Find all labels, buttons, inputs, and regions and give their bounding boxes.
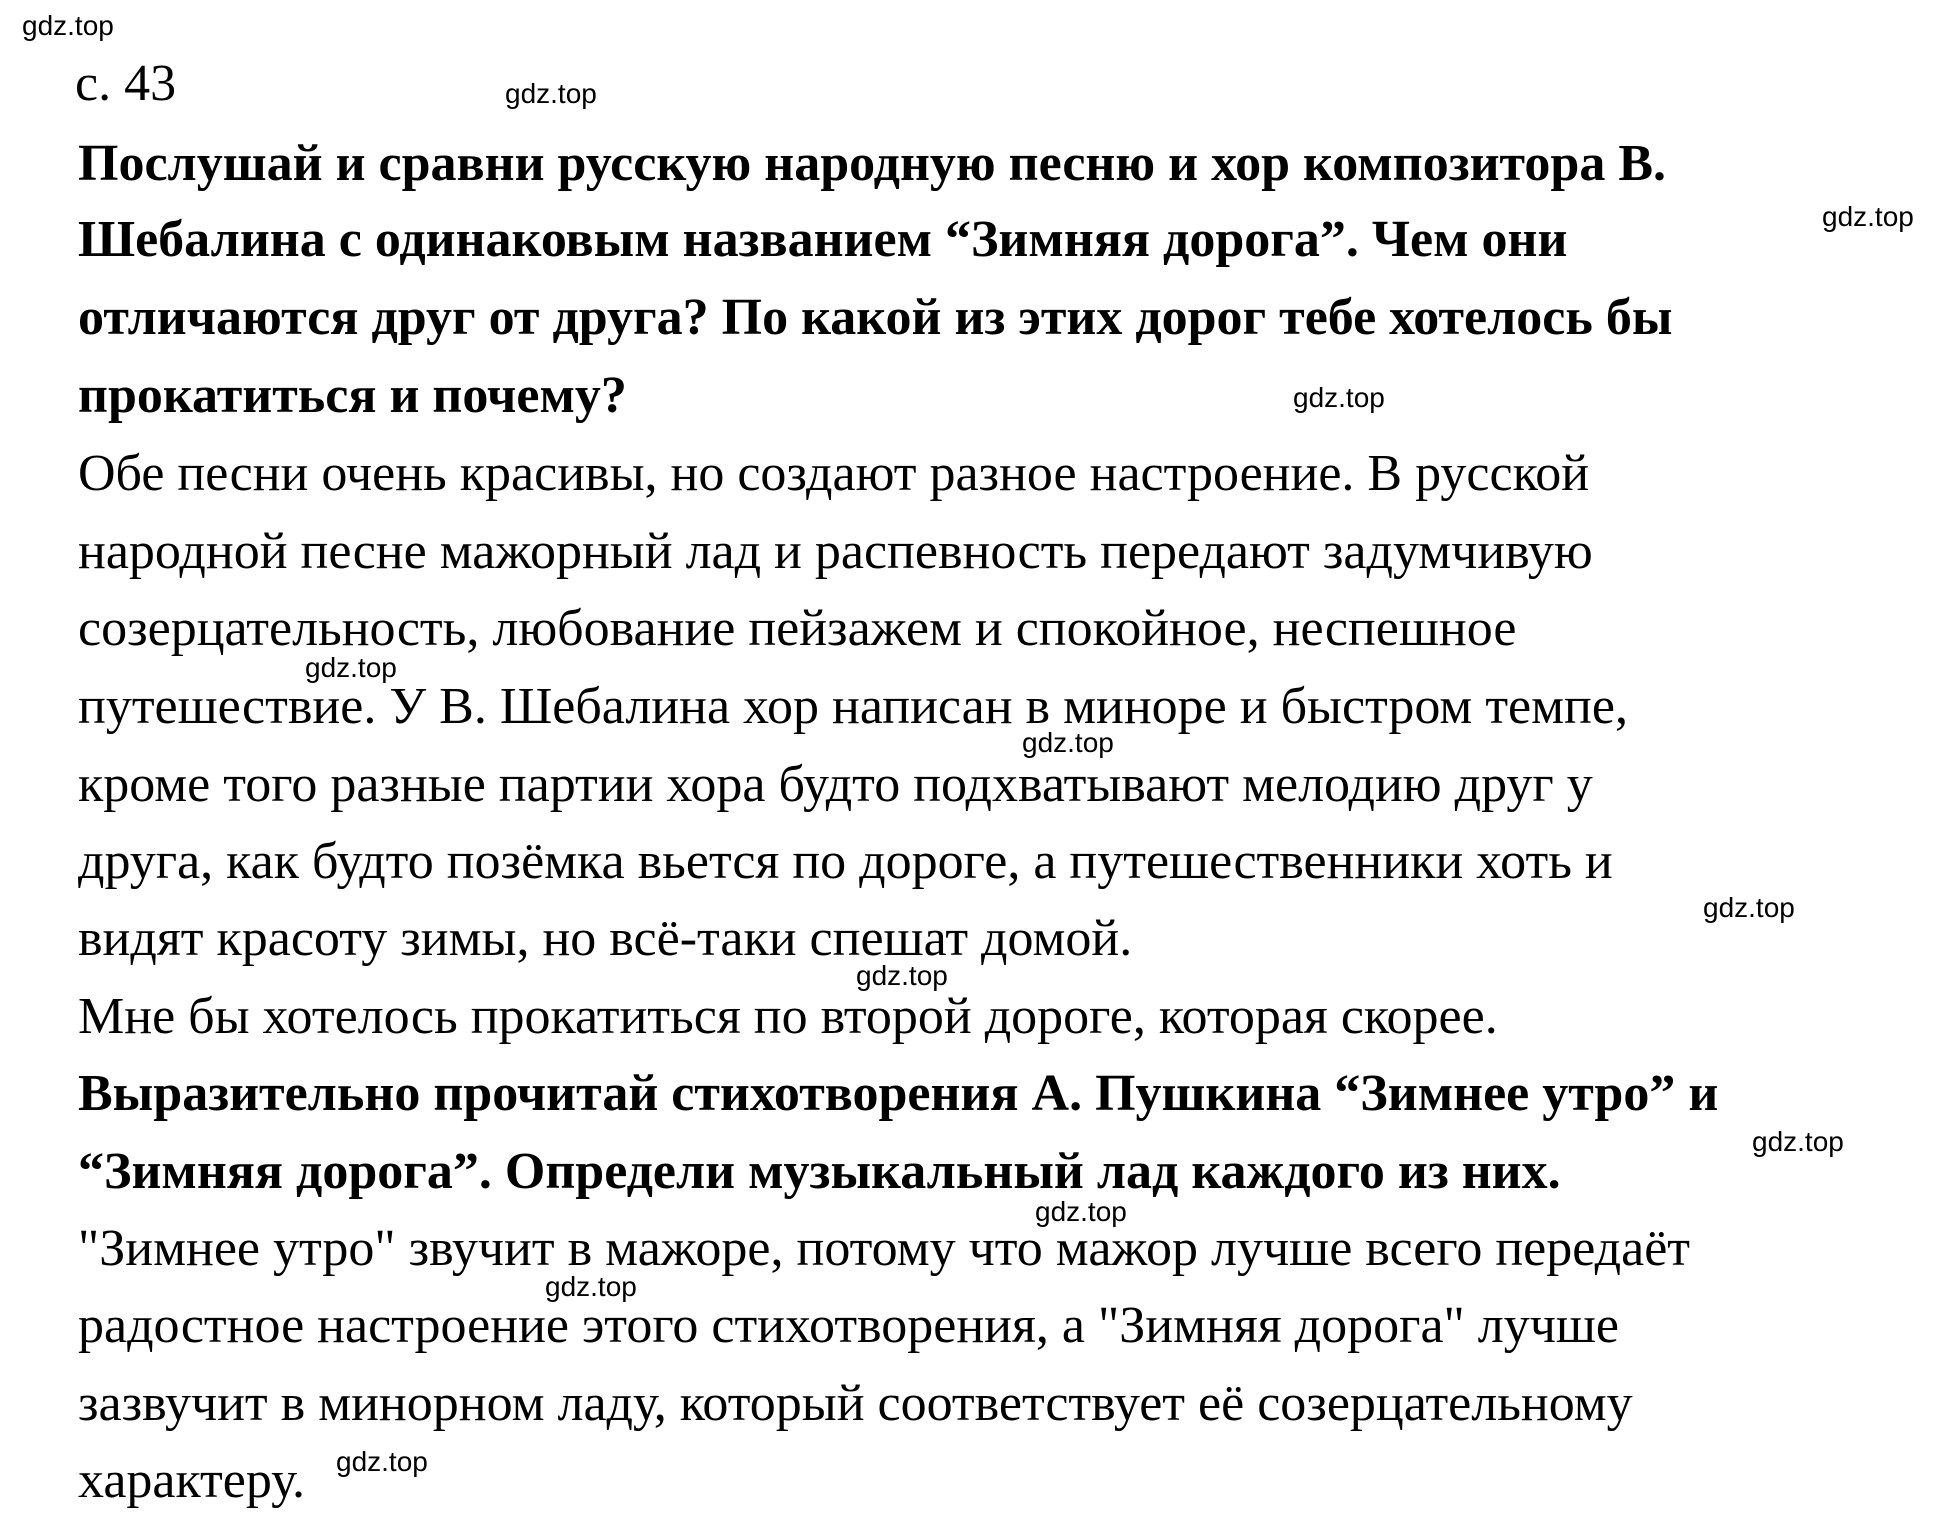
answer-1-line-5: кроме того разные партии хора будто подхватывают мелодию друг у [78, 756, 1593, 813]
answer-2-line-1: "Зимнее утро" звучит в мажоре, потому что мажор лучше всего передаёт [78, 1220, 1690, 1277]
answer-2-line-3: зазвучит в минорном ладу, который соответствует её созерцательному [78, 1375, 1633, 1432]
question-1-line-3: отличаются друг от друга? По какой из этих дорог тебе хотелось бы [78, 289, 1673, 346]
answer-1-line-3: созерцательность, любование пейзажем и спокойное, неспешное [78, 600, 1517, 657]
watermark-text: gdz.top [22, 10, 114, 41]
watermark-text: gdz.top [1703, 892, 1795, 923]
question-1-line-1: Послушай и сравни русскую народную песню и хор композитора В. [78, 135, 1667, 192]
question-1-line-4: прокатиться и почему? [78, 367, 627, 424]
watermark-text: gdz.top [1752, 1126, 1844, 1157]
watermark-text: gdz.top [505, 78, 597, 109]
page-number: с. 43 [75, 55, 177, 112]
answer-1-line-4: путешествие. У В. Шебалина хор написан в миноре и быстром темпе, [78, 678, 1628, 735]
watermark-text: gdz.top [856, 960, 948, 991]
question-1-line-2: Шебалина с одинаковым названием “Зимняя дорога”. Чем они [78, 211, 1568, 268]
watermark-text: gdz.top [1022, 727, 1114, 758]
watermark-text: gdz.top [305, 652, 397, 683]
answer-1-line-2: народной песне мажорный лад и распевность передают задумчивую [78, 523, 1593, 580]
answer-1-line-6: друга, как будто позёмка вьется по дороге, а путешественники хоть и [78, 833, 1613, 890]
answer-2-line-2: радостное настроение этого стихотворения, а "Зимняя дорога" лучше [78, 1297, 1619, 1354]
question-2-line-1: Выразительно прочитай стихотворения А. Пушкина “Зимнее утро” и [78, 1065, 1719, 1122]
watermark-text: gdz.top [1822, 201, 1914, 232]
watermark-text: gdz.top [545, 1271, 637, 1302]
watermark-text: gdz.top [336, 1446, 428, 1477]
answer-1-line-1: Обе песни очень красивы, но создают разное настроение. В русской [78, 445, 1590, 502]
question-2-line-2: “Зимняя дорога”. Определи музыкальный лад каждого из них. [78, 1143, 1561, 1200]
answer-1-line-8: Мне бы хотелось прокатиться по второй дороге, которая скорее. [78, 988, 1498, 1045]
watermark-text: gdz.top [1293, 382, 1385, 413]
answer-1-line-7: видят красоту зимы, но всё-таки спешат домой. [78, 910, 1133, 967]
watermark-text: gdz.top [1035, 1196, 1127, 1227]
answer-2-line-4: характеру. [78, 1452, 305, 1509]
